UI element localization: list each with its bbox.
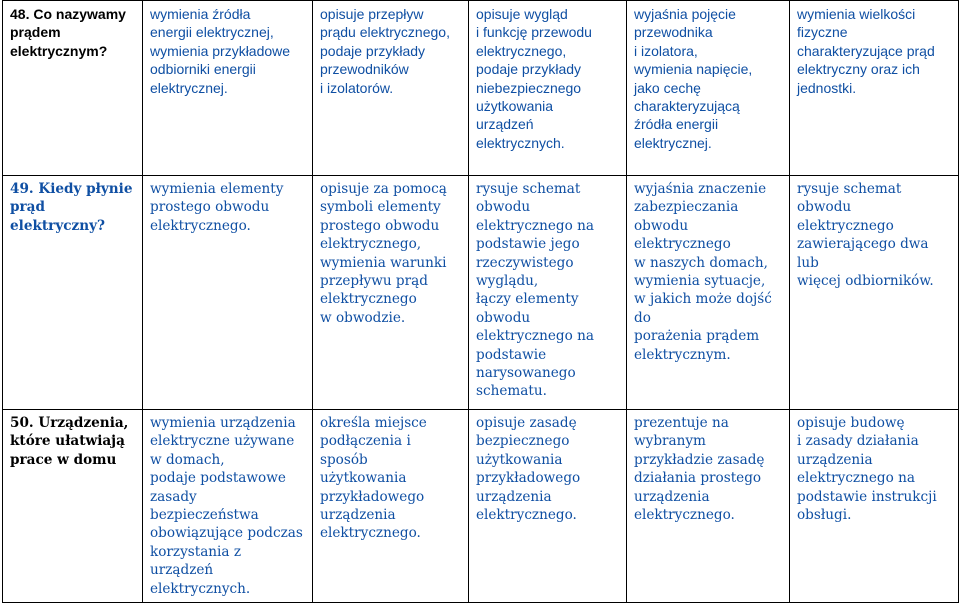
requirement-text: prezentuje na wybranym przykładzie zasadę działania prostego urządzenia elektrycznego.: [634, 415, 765, 524]
requirement-cell: [143, 176, 313, 410]
requirement-cell: [469, 1, 627, 176]
table-row: [3, 176, 959, 410]
requirement-text: rysuje schemat obwodu elektrycznego na podstawie jego rzeczywistego wyglądu, łączy elementy obwodu elektrycznego na podstawie narysowanego schematu.: [476, 181, 594, 400]
table-row: [3, 1, 959, 176]
lesson-number: 49.: [10, 181, 34, 197]
lesson-title: Kiedy płynie prąd elektryczny?: [10, 181, 133, 234]
requirements-table: [2, 0, 959, 603]
requirement-cell: [790, 410, 959, 603]
lesson-number: 48.: [10, 6, 30, 22]
requirement-text: wymienia wielkości fizyczne charakteryzujące prąd elektryczny oraz ich jednostki.: [797, 6, 935, 96]
table-row: [3, 410, 959, 603]
requirement-text: wyjaśnia pojęcie przewodnika i izolatora, wymienia napięcie, jako cechę charakteryzującą źródła energii elektrycznej.: [634, 6, 753, 151]
requirement-text: wymienia urządzenia elektryczne używane w domach, podaje podstawowe zasady bezpieczeństwa obowiązujące podczas korzystania z urządzeń elektrycznych.: [150, 415, 303, 597]
requirement-text: opisuje budowę i zasady działania urządzenia elektrycznego na podstawie instrukcji obsługi.: [797, 415, 937, 524]
requirement-cell: [313, 410, 469, 603]
lesson-title-cell: [3, 410, 143, 603]
requirement-cell: [790, 176, 959, 410]
lesson-title: Urządzenia, które ułatwiają prace w domu: [10, 415, 129, 468]
lesson-number: 50.: [10, 415, 34, 431]
lesson-heading: [10, 5, 136, 60]
requirement-text: określa miejsce podłączenia i sposób użytkowania przykładowego urządzenia elektrycznego.: [320, 415, 427, 542]
requirement-cell: [313, 1, 469, 176]
lesson-title-cell: [3, 176, 143, 410]
requirement-text: opisuje za pomocą symboli elementy prostego obwodu elektrycznego, wymienia warunki przepływu prąd elektrycznego w obwodzie.: [320, 181, 447, 326]
requirement-text: opisuje przepływ prądu elektrycznego, podaje przykłady przewodników i izolatorów.: [320, 6, 450, 96]
requirement-text: opisuje zasadę bezpiecznego użytkowania przykładowego urządzenia elektrycznego.: [476, 415, 581, 524]
requirement-text: rysuje schemat obwodu elektrycznego zawierającego dwa lub więcej odbiorników.: [797, 181, 934, 290]
lesson-heading: [10, 180, 136, 235]
requirement-cell: [469, 176, 627, 410]
lesson-title-cell: [3, 1, 143, 176]
requirement-cell: [790, 1, 959, 176]
requirement-cell: [627, 1, 790, 176]
lesson-title: Co nazywamy prądem elektrycznym?: [10, 6, 126, 59]
requirement-cell: [313, 176, 469, 410]
lesson-heading: [10, 414, 136, 469]
requirement-cell: [143, 1, 313, 176]
requirement-text: wyjaśnia znaczenie zabezpieczania obwodu elektrycznego w naszych domach, wymienia sytuacje, w jakich może dojść do porażenia prądem elektrycznym.: [634, 181, 772, 363]
requirement-cell: [143, 410, 313, 603]
requirement-cell: [627, 410, 790, 603]
requirement-text: wymienia źródła energii elektrycznej, wymienia przykładowe odbiorniki energii elektrycznej.: [150, 6, 291, 96]
requirement-cell: [627, 176, 790, 410]
requirement-text: opisuje wygląd i funkcję przewodu elektrycznego, podaje przykłady niebezpiecznego użytkowania urządzeń elektrycznych.: [476, 6, 592, 151]
requirement-text: wymienia elementy prostego obwodu elektrycznego.: [150, 181, 284, 234]
requirement-cell: [469, 410, 627, 603]
